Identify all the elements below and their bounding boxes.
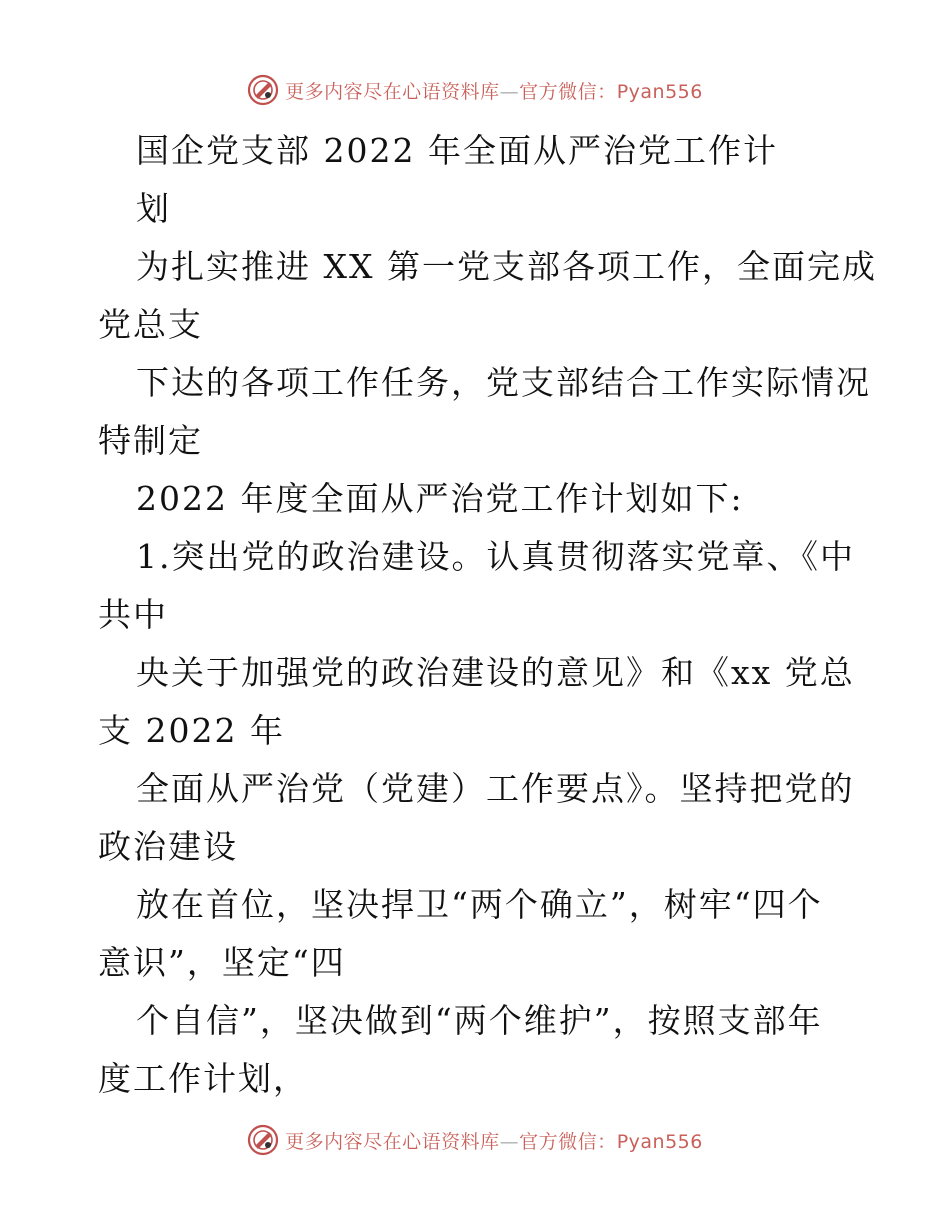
brand-logo-icon: [247, 1124, 279, 1156]
document-body: [98, 122, 877, 1108]
watermark-separator: —: [499, 80, 520, 103]
document-line: 政治建设: [98, 827, 238, 866]
watermark-footer: [0, 1120, 950, 1160]
document-line: 个自信”，坚决做到“两个维护”，按照支部年: [136, 1001, 823, 1040]
watermark-text: 更多内容尽在心语资料库: [285, 1130, 500, 1153]
document-line: 特制定: [98, 421, 203, 460]
document-line: 放在首位，坚决捍卫“两个确立”，树牢“四个: [136, 885, 823, 924]
document-line: 度工作计划，: [98, 1059, 308, 1098]
document-line: 2022 年度全面从严治党工作计划如下:: [136, 479, 744, 518]
document-line: 意识”，坚定“四: [98, 943, 346, 982]
document-line: 国企党支部 2022 年全面从严治党工作计: [136, 131, 778, 170]
watermark-separator: —: [499, 1130, 520, 1153]
watermark-suffix: 官方微信：: [519, 80, 617, 103]
brand-logo-icon: [247, 74, 279, 106]
watermark-id: Pyan556: [616, 80, 703, 103]
watermark-header: [0, 70, 950, 110]
document-line: 下达的各项工作任务，党支部结合工作实际情况: [136, 363, 871, 402]
watermark-text: 更多内容尽在心语资料库: [285, 80, 500, 103]
document-line: 为扎实推进 XX 第一党支部各项工作，全面完成: [136, 247, 877, 286]
watermark-id: Pyan556: [616, 1130, 703, 1153]
document-line: 支 2022 年: [98, 711, 285, 750]
watermark-suffix: 官方微信：: [519, 1130, 617, 1153]
document-line: 共中: [98, 595, 168, 634]
document-line: 划: [136, 189, 171, 228]
document-line: 1.突出党的政治建设。认真贯彻落实党章、《中: [136, 537, 855, 576]
document-line: 全面从严治党（党建）工作要点》。坚持把党的: [136, 769, 855, 808]
document-line: 党总支: [98, 305, 203, 344]
document-line: 央关于加强党的政治建设的意见》和《xx 党总: [136, 653, 855, 692]
